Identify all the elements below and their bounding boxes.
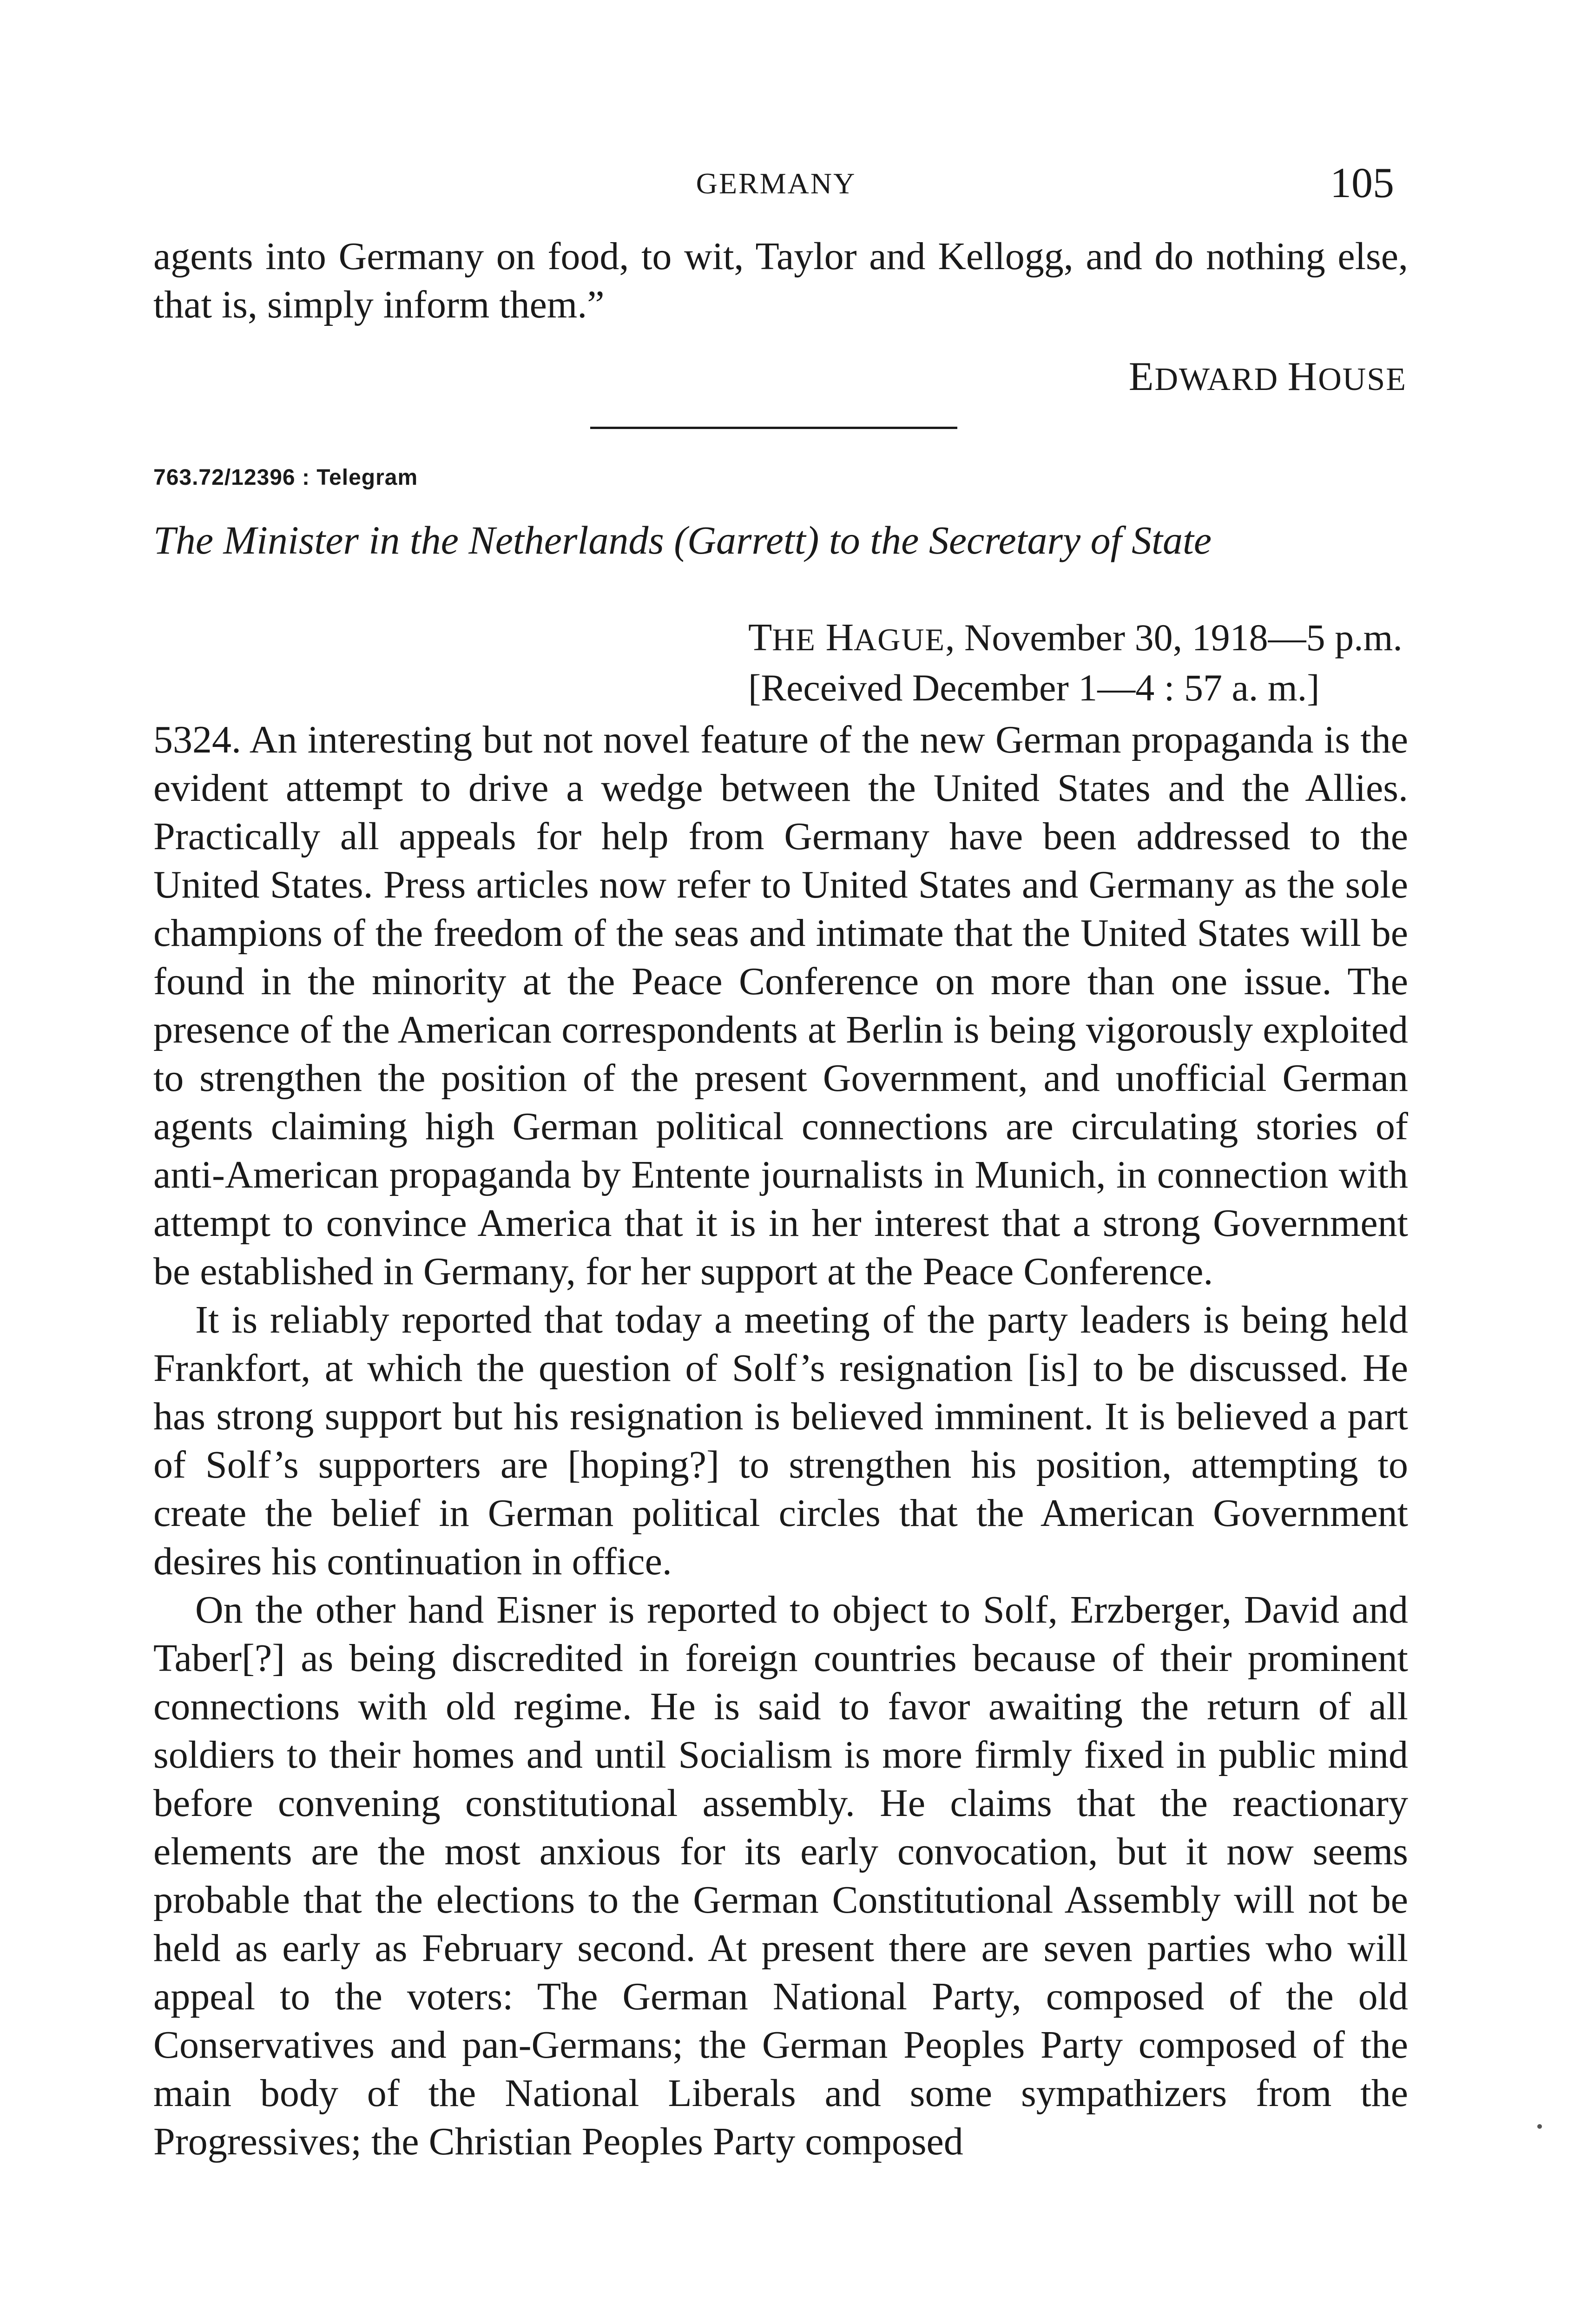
dateline-place-initial-2: H (825, 616, 854, 659)
paragraph-2: It is reliably reported that today a meeting of the party leaders is being held Frankfort, at which the question of Solf’s resignation [is] to be discussed. He has strong support but his resignation is believed imminent. It is believed a part of Solf’s supporters are [hoping?] to strengthen his position, attempting to create the belief in German political circles that the American Government desires his continuation in office. (153, 1298, 1408, 1583)
section-divider (590, 427, 957, 429)
page-number: 105 (1330, 159, 1394, 206)
dateline-place-initial-1: T (748, 616, 772, 659)
signature-first-rest: DWARD (1154, 362, 1279, 397)
file-reference: 763.72/12396 : Telegram (153, 465, 418, 490)
running-header (158, 158, 1394, 209)
continuation-paragraph: agents into Germany on food, to wit, Taylor and Kellogg, and do nothing else, that is, simply inform them.” (153, 235, 1408, 326)
dateline-sent (748, 614, 1403, 664)
paragraph-3: On the other hand Eisner is reported to object to Solf, Erzberger, David and Taber[?] as being discredited in foreign countries because of their prominent connections with old regime. He is said to favor awaiting the return of all soldiers to their homes and until Socialism is more firmly fixed in public mind before convening constitutional assembly. He claims that the reactionary elements are the most anxious for its early convocation, but it now seems probable that the elections to the German Constitutional Assembly will not be held as early as February second. At present there are seven parties who will appeal to the voters: The German National Party, composed of the old Conservatives and pan-Germans; the German Peoples Party composed of the main body of the National Liberals and some sympathizers from the Progressives; the Christian Peoples Party composed (153, 1588, 1408, 2163)
scan-speck (1537, 2124, 1542, 2129)
dateline-received: [Received December 1—4 : 57 a. m.] (748, 667, 1320, 709)
signature (1129, 353, 1407, 400)
dateline-sent-date: , November 30, 1918—5 p.m. (945, 616, 1403, 659)
signature-last-rest: OUSE (1318, 362, 1407, 397)
telegram-body (153, 716, 1408, 2166)
signature-last-initial: H (1287, 354, 1318, 399)
running-title: GERMANY (696, 167, 856, 200)
continuation-text (153, 232, 1408, 329)
signature-first-initial: E (1128, 354, 1155, 399)
dateline-place-rest-2: AGUE (854, 622, 945, 657)
paragraph-1: 5324. An interesting but not novel feature of the new German propaganda is the evident attempt to drive a wedge between the United States and the Allies. Practically all appeals for help from Germany have been addressed to the United States. Press articles now refer to United States and Germany as the sole champions of the freedom of the seas and intimate that the United States will be found in the minority at the Peace Conference on more than one issue. The presence of the American correspondents at Berlin is being vigorously exploited to strengthen the position of the present Government, and unofficial German agents claiming high German political connections are circulating stories of anti-American propaganda by Entente journalists in Munich, in connection with attempt to convince America that it is in her interest that a strong Government be established in Germany, for her support at the Peace Conference. (153, 718, 1408, 1293)
dateline (748, 614, 1403, 712)
document-heading: The Minister in the Netherlands (Garrett) to the Secretary of State (153, 518, 1212, 562)
dateline-place-rest-1: HE (772, 622, 816, 657)
